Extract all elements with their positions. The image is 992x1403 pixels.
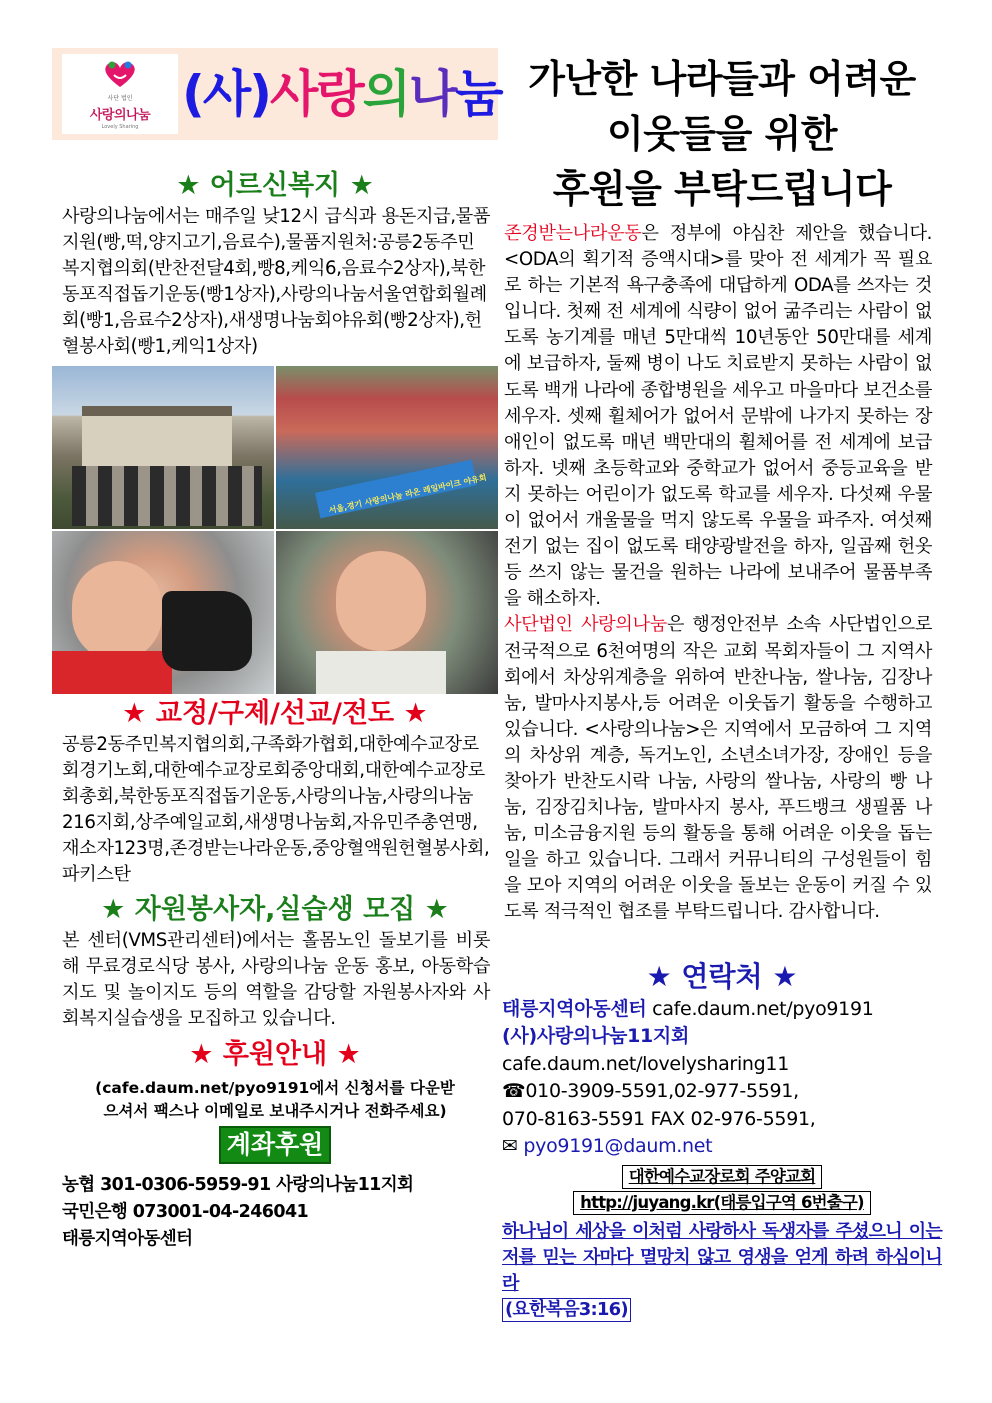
volunteer-body: 본 센터(VMS관리센터)에서는 홀몸노인 돌보기를 비롯해 무료경로식당 봉사, 사랑의나눔 운동 홍보, 아동학습지도 및 놀이지도 등의 역할을 감당할 자원봉사자와 사회복지실습생을 모집하고 있습니다. <box>62 930 490 1030</box>
logo-subtitle: Lovely Sharing <box>101 123 139 130</box>
contact-title: ★ 연락처 ★ <box>646 959 798 993</box>
outing-banner-caption: 서울,경기 사랑의나눔 라온 레일바이크 야유회 <box>327 472 488 515</box>
appeal-line-2: 이웃들을 위한 <box>607 112 837 156</box>
email-row <box>502 1133 942 1161</box>
volunteer-title: ★ 자원봉사자,실습생 모집 ★ <box>101 894 449 926</box>
account-badge: 계좌후원 <box>219 1126 332 1164</box>
elder-welfare-title: ★ 어르신복지 ★ <box>176 170 374 201</box>
org-paragraph <box>502 612 942 925</box>
mission-body: 공릉2동주민복지협의회,구족화가협회,대한예수교장로회경기노회,대한예수교장로회중앙대회,대한예수교장로회총회,북한동포직접돕기운동,사랑의나눔,사랑의나눔216지회,상주예일교회,새생명나눔회,자유민주총연맹,재소자123명,존경받는나라운동,중앙혈액원헌혈봉사회,파키스탄 <box>62 733 490 886</box>
email-link[interactable]: pyo9191@daum.net <box>523 1135 713 1158</box>
org-title <box>182 52 502 136</box>
account-badge-wrap <box>52 1126 498 1164</box>
org-title-part-1: 사랑 <box>270 65 363 123</box>
donation-note: (cafe.daum.net/pyo9191에서 신청서를 다운받으셔서 팩스나 이메일로 보내주시거나 전화주세요) <box>95 1078 455 1120</box>
branch-url[interactable]: cafe.daum.net/lovelysharing11 <box>502 1052 789 1075</box>
campaign-body: 은 정부에 야심찬 제안을 했습니다. <ODA의 획기적 증액시대>를 맞아 전 세계가 꼭 필요로 하는 기본적 욕구충족에 대답하게 ODA를 쓰자는 것입니다. 첫째 전 세계에 식량이 없어 굶주리는 사람이 없도록 농기계를 매년 5만대씩 10년동안 50만대를 세계에 보급하자, 둘째 병이 나도 치료받지 못하는 사람이 없도록 백개 나라에 종합병원을 세우고 마을마다 보건소를 세우자. 셋째 휠체어가 없어서 문밖에 나가지 못하는 장애인이 없도록 매년 백만대의 휠체어를 전 세계에 보급하자. 넷째 초등학교와 중학교가 없어서 중등교육을 받지 못하는 어린이가 없도록 학교를 세우자. 다섯째 우물이 없어서 개울물을 먹지 않도록 우물을 파주자. 여섯째 전기 없는 집이 없도록 태양광발전을 하자, 일곱째 헌옷 등 쓰지 않는 물건을 원하는 나라에 보내주어 물품부족을 해소하자. <box>504 223 932 610</box>
logo <box>62 54 178 134</box>
header-banner <box>52 48 502 140</box>
campaign-lead: 존경받는나라운동 <box>504 223 642 244</box>
branch-name: (사)사랑의나눔11지회 <box>502 1025 690 1048</box>
heart-people-icon <box>100 59 140 89</box>
phone-line-2: 070-8163-5591 FAX 02-976-5591, <box>502 1107 816 1130</box>
photo-man-with-bag <box>52 531 274 694</box>
donation-title: ★ 후원안내 ★ <box>189 1038 361 1070</box>
photo-group-outing <box>276 366 498 529</box>
center-url[interactable]: cafe.daum.net/pyo9191 <box>646 997 874 1020</box>
face-shape <box>336 551 426 651</box>
envelope-icon: ✉ <box>502 1135 518 1158</box>
appeal-line-3: 후원을 부탁드립니다 <box>552 167 892 211</box>
org-body: 은 행정안전부 소속 사단법인으로 전국적으로 6천여명의 작은 교회 목회자들이 그 지역사회에서 차상위계층을 위하여 반찬나눔, 쌀나눔, 김장나눔, 발마사지봉사,등 어려운 이웃돕기 활동을 수행하고 있습니다. <사랑의나눔>은 지역에서 모금하여 그 지역의 차상위 계층, 독거노인, 소년소녀가장, 장애인 등을 찾아가 반찬도시락 나눔, 사랑의 쌀나눔, 사랑의 빵 나눔, 김장김치나눔, 발마사지 봉사, 푸드뱅크 생필품 나눔, 미소금융지원 등의 활동을 통해 어려운 이웃을 돕는 일을 하고 있습니다. 그래서 커뮤니티의 구성원들이 힘을 모아 지역의 어려운 이웃을 돌보는 운동이 커질 수 있도록 적극적인 협조를 부탁드립니다. 감사합니다. <box>504 614 933 923</box>
org-title-part-3: 나 <box>408 65 456 123</box>
mission-title: ★ 교정/구제/선교/전도 ★ <box>122 697 428 729</box>
campaign-paragraph <box>502 221 942 612</box>
bible-verse: 하나님이 세상을 이처럼 사랑하사 독생자를 주셨으니 이는 저를 믿는 자마다 멸망치 않고 영생을 얻게 하려 하심이니라 <box>502 1220 942 1294</box>
logo-name: 사랑의나눔 <box>89 107 151 123</box>
outing-banner-text <box>276 366 498 529</box>
org-title-paren: (사) <box>182 65 271 123</box>
bank-account-2: 국민은행 073001-04-246041 <box>62 1201 309 1222</box>
elder-welfare-body: 사랑의나눔에서는 매주일 낮12시 급식과 용돈지급,물품지원(빵,떡,양지고기,음료수),물품지원처:공릉2동주민복지협의회(반찬전달4회,빵8,케익6,음료수2상자),북한동포직접돕기운동(빵1상자),사랑의나눔서울연합회월례회(빵1,음료수2상자),새생명나눔회야유회(빵2상자),헌혈봉사회(빵1,케익1상자) <box>62 206 490 358</box>
face-shape <box>72 561 162 661</box>
bank-account-1: 농협 301-0306-5959-91 사랑의나눔11지회 <box>62 1174 414 1195</box>
church-name: 대한예수교장로회 주양교회 <box>622 1165 823 1189</box>
people-shape <box>72 466 262 526</box>
phone-line-1: ☎010-3909-5591,02-977-5591, <box>502 1080 799 1103</box>
church-url[interactable]: http://juyang.kr(태릉입구역 6번출구) <box>573 1191 871 1215</box>
contact-center <box>502 996 942 1024</box>
bank-account-holder: 태릉지역아동센터 <box>62 1228 193 1249</box>
org-title-part-2: 의 <box>362 65 409 123</box>
left-column <box>52 48 502 1253</box>
shirt-shape <box>52 651 172 694</box>
center-name: 태릉지역아동센터 <box>502 997 647 1020</box>
bag-shape <box>162 591 252 671</box>
appeal-line-1: 가난한 나라들과 어려운 <box>528 57 916 101</box>
bible-verse-ref-wrap <box>502 1297 942 1323</box>
right-column <box>502 48 942 1323</box>
photo-grid <box>52 366 498 694</box>
photo-group-building <box>52 366 274 529</box>
org-title-part-4: 눔 <box>455 65 502 123</box>
logo-small-text: 사단 법인 <box>107 94 133 102</box>
shirt-shape <box>316 651 446 694</box>
org-lead: 사단법인 사랑의나눔 <box>504 614 667 636</box>
photo-man-in-truck <box>276 531 498 694</box>
bible-verse-ref: (요한복음3:16) <box>502 1298 631 1322</box>
